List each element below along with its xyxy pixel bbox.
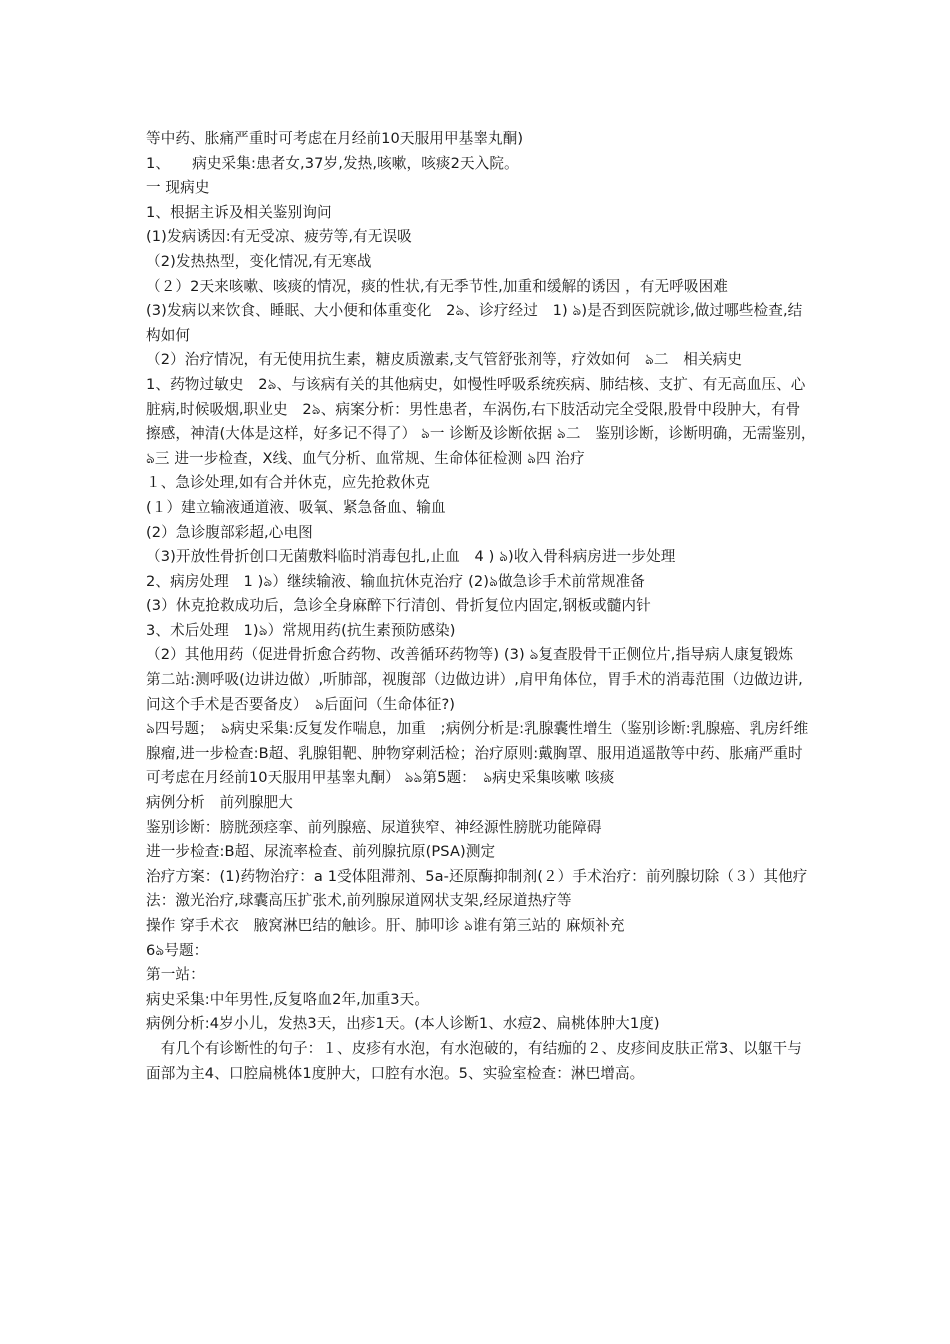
paragraph: 第一站： <box>146 966 205 984</box>
paragraph: (3）休克抢救成功后，急诊全身麻醉下行清创、骨折复位内固定,钢板或髓内针 <box>146 597 651 615</box>
paragraph: （２）2天来咳嗽、咳痰的情况，痰的性状,有无季节性,加重和缓解的诱因 ，有无呼吸困难 <box>146 277 728 295</box>
paragraph: 2、病房处理 1 )ঌ）继续输液、输血抗休克治疗 (2)ঌ做急诊手术前常规准备 <box>146 572 645 590</box>
paragraph: 1、根据主诉及相关鉴别询问 <box>146 203 332 221</box>
paragraph: 1、 病史采集:患者女,37岁,发热,咳嗽，咳痰2天入院。 <box>146 154 519 172</box>
paragraph: １、急诊处理,如有合并休克，应先抢救休克 <box>146 474 430 492</box>
paragraph: 进一步检查:B超、尿流率检查、前列腺抗原(PSA)测定 <box>146 843 496 861</box>
paragraph: (１）建立输液通道液、吸氧、紧急备血、输血 <box>146 498 446 516</box>
paragraph: 有几个有诊断性的句子：１、皮疹有水泡，有水泡破的，有结痂的２、皮疹间皮肤正常3、以躯干与面部为主4、口腔扁桃体1度肿大，口腔有水泡。5、实验室检查：淋巴增高。 <box>146 1039 802 1082</box>
paragraph: （2）治疗情况，有无使用抗生素，糖皮质激素,支气管舒张剂等，疗效如何 ঌ二 相关病史 <box>146 351 743 369</box>
paragraph: 1、药物过敏史 2ঌ、与该病有关的其他病史，如慢性呼吸系统疾病、肺结核、支扩、有无高血压、心脏病,时候吸烟,职业史 2ঌ、病案分析：男性患者，车涡伤,右下肢活动完全受限,股骨中段肿大，有骨擦感，神清(大体是这样，好多记不得了） ঌ一 诊断及诊断依据 ঌ二 鉴别诊断，诊断明确，无需鉴别， ঌ三 进一步检查，X线、血气分析、血常规、生命体征检测 ঌ四 治疗 <box>146 375 824 467</box>
paragraph: ঌ四号题； ঌ病史采集:反复发作喘息，加重 ;病例分析是:乳腺囊性增生（鉴别诊断:乳腺癌、乳房纤维腺瘤,进一步检查:B超、乳腺钼靶、肿物穿刺活检；治疗原则:戴胸罩、服用逍遥散等中药、胀痛严重时可考虑在月经前10天服用甲基睾丸酮） ঌঌ第5题： ঌ病史采集咳嗽 咳痰 <box>146 720 809 787</box>
document-body <box>146 127 824 1086</box>
paragraph: （2）其他用药（促进骨折愈合药物、改善循环药物等) (3) ঌ复查股骨干正侧位片,指导病人康复锻炼 <box>146 646 794 664</box>
section-heading: 一 现病史 <box>146 179 210 197</box>
paragraph: (2）急诊腹部彩超,心电图 <box>146 523 313 541</box>
paragraph: 治疗方案：(1)药物治疗：a 1受体阻滞剂、5a-还原酶抑制剂(２）手术治疗：前列腺切除（３）其他疗法：激光治疗,球囊高压扩张术,前列腺尿道网状支架,经尿道热疗等 <box>146 867 808 910</box>
paragraph: 等中药、胀痛严重时可考虑在月经前10天服用甲基睾丸酮) <box>146 130 524 147</box>
paragraph: (3)发病以来饮食、睡眠、大小便和体重变化 2ঌ、诊疗经过 1) ঌ)是否到医院就诊,做过哪些检查,结构如何 <box>146 302 803 344</box>
paragraph: 病例分析 前列腺肥大 <box>146 794 293 812</box>
paragraph: 第二站:测呼吸(边讲边做）,听肺部，视腹部（边做边讲）,肩甲角体位，胃手术的消毒范围（边做边讲,问这个手术是否要备皮） ঌ后面问（生命体征?) <box>146 671 803 713</box>
paragraph: (1)发病诱因:有无受凉、疲劳等,有无误吸 <box>146 228 412 246</box>
paragraph: 鉴别诊断：膀胱颈痉挛、前列腺癌、尿道狭窄、神经源性膀胱功能障碍 <box>146 818 602 836</box>
paragraph: 病史采集:中年男性,反复咯血2年,加重3天。 <box>146 990 430 1008</box>
paragraph: 操作 穿手术衣 腋窝淋巴结的触诊。肝、肺叩诊 ঌ谁有第三站的 麻烦补充 <box>146 917 625 934</box>
paragraph: 病例分析:4岁小儿，发热3天，出疹1天。(本人诊断1、水痘2、扁桃体肿大1度) <box>146 1015 660 1033</box>
paragraph: （2)发热热型，变化情况,有无寒战 <box>146 252 372 270</box>
paragraph: 6ঌ号题： <box>146 941 209 959</box>
paragraph: 3、术后处理 1)ঌ）常规用药(抗生素预防感染) <box>146 621 456 639</box>
paragraph: （3)开放性骨折创口无菌敷料临时消毒包扎,止血 4 ) ঌ)收入骨科病房进一步处理 <box>146 548 676 566</box>
